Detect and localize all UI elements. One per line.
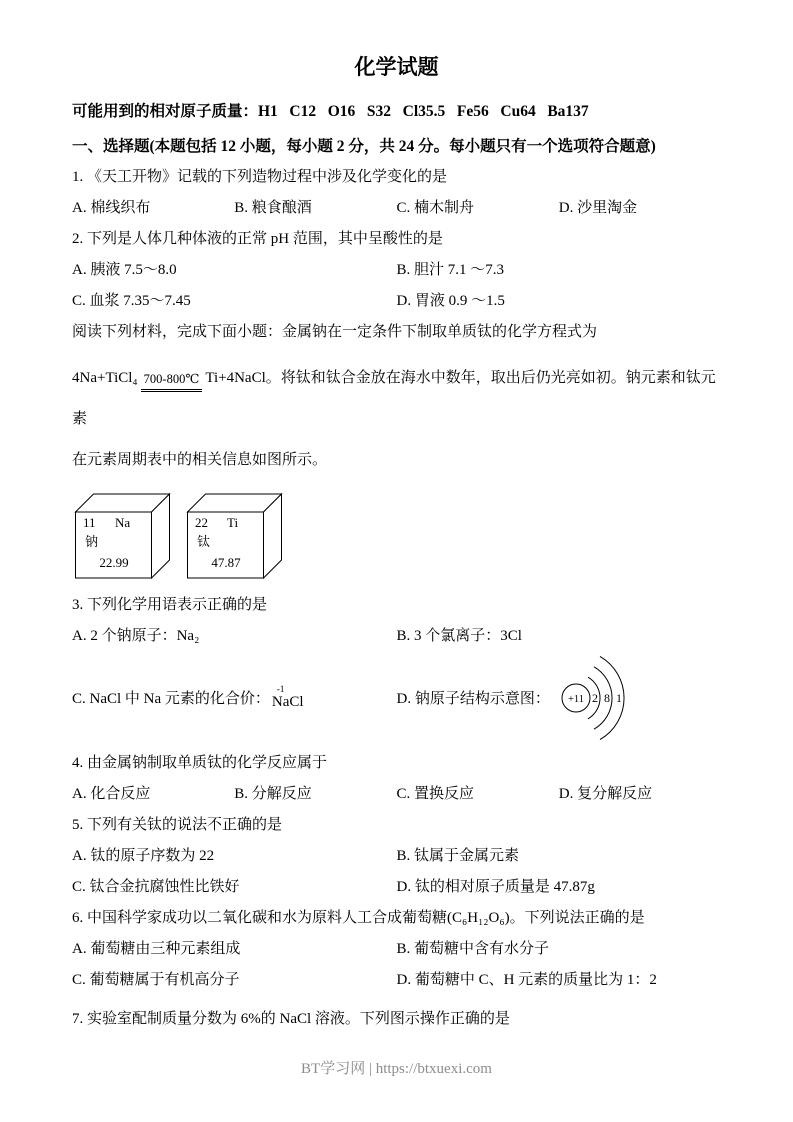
shell-electron-count-1: 2: [591, 690, 598, 705]
option-4c: C. 置换反应: [396, 785, 475, 802]
atom-structure-diagram: [554, 652, 674, 744]
option-1a: A. 棉线织布: [72, 200, 151, 216]
option-5b: B. 钛属于金属元素: [396, 847, 520, 864]
question-3-options-row2: [72, 652, 721, 744]
element-name: 钠: [85, 533, 99, 549]
option-3d-prefix: D. 钠原子结构示意图：: [396, 691, 550, 708]
page-title: 化学试题: [354, 55, 439, 79]
shell-electron-count-2: 8: [603, 690, 610, 705]
valence-element: Na: [271, 693, 290, 710]
question-2-options-row2: [72, 286, 721, 317]
shell-electron-count-3: 1: [615, 690, 622, 705]
option-2a: A. 胰液 7.5～8.0: [72, 262, 177, 278]
question-6-text: 6. 中国科学家成功以二氧化碳和水为原料人工合成葡萄糖(C₆H₁₂O₆)。下列说法正确的是: [72, 909, 645, 926]
reading-text-line2: 在元素周期表中的相关信息如图所示。: [72, 451, 328, 468]
option-6c: C. 葡萄糖属于有机高分子: [72, 971, 240, 988]
option-6d: D. 葡萄糖中 C、H 元素的质量比为 1：2: [396, 971, 657, 988]
question-1-text: 1. 《天工开物》记载的下列造物过程中涉及化学变化的是: [72, 169, 448, 185]
relative-atomic-mass: 22.99: [99, 554, 129, 570]
question-2-text: 2. 下列是人体几种体液的正常 pH 范围，其中呈酸性的是: [72, 231, 443, 247]
equation-after-text: 。将钛和钛合金放在海水中数年，取出后仍光亮如初。钠元素和钛元素: [72, 370, 716, 427]
watermark-footer: BT学习网 | https://btxuexi.com: [301, 1061, 492, 1077]
element-info-figure: [72, 486, 721, 582]
element-box-titanium: [184, 486, 286, 582]
element-symbol: Na: [115, 514, 131, 530]
option-3d: [397, 652, 722, 744]
atomic-number: 22: [195, 514, 208, 530]
reading-intro: 阅读下列材料，完成下面小题：金属钠在一定条件下制取单质钛的化学方程式为: [72, 324, 598, 340]
option-2c: C. 血浆 7.35～7.45: [72, 293, 191, 309]
option-4b: B. 分解反应: [234, 785, 312, 802]
option-4a: A. 化合反应: [72, 785, 151, 802]
question-2-options-row1: [72, 255, 721, 286]
option-3c: [72, 685, 397, 711]
element-symbol: Ti: [227, 514, 239, 530]
nucleus-charge-label: +11: [567, 693, 584, 705]
atomic-number: 11: [83, 514, 96, 530]
question-6-options-row1: [72, 934, 721, 965]
atomic-masses-line: 可能用到的相对原子质量：H1 C12 O16 S32 Cl35.5 Fe56 Cu64 Ba137: [72, 103, 589, 120]
option-5a: A. 钛的原子序数为 22: [72, 847, 215, 864]
option-3a: A. 2 个钠原子：Na₂: [72, 627, 200, 644]
question-6-options-row2: [72, 965, 721, 996]
relative-atomic-mass: 47.87: [211, 554, 241, 570]
option-1d: D. 沙里淘金: [558, 200, 638, 216]
option-1b: B. 粮食酿酒: [234, 200, 312, 216]
question-4-text: 4. 由金属钠制取单质钛的化学反应属于: [72, 754, 328, 771]
section-header: 一、选择题(本题包括 12 小题，每小题 2 分，共 24 分。每小题只有一个选项符合题意): [72, 138, 656, 155]
question-5-options-row2: [72, 872, 721, 903]
option-2b: B. 胆汁 7.1 ～7.3: [396, 262, 505, 278]
option-2d: D. 胃液 0.9 ～1.5: [396, 293, 505, 309]
option-5d: D. 钛的相对原子质量是 47.87g: [396, 878, 595, 895]
question-4-options: [72, 779, 721, 810]
equation-right: Ti+4NaCl: [205, 370, 266, 386]
option-4d: D. 复分解反应: [558, 785, 653, 802]
question-3-text: 3. 下列化学用语表示正确的是: [72, 596, 268, 613]
question-5-text: 5. 下列有关钛的说法不正确的是: [72, 816, 283, 833]
option-1c: C. 楠木制舟: [396, 200, 475, 216]
option-5c: C. 钛合金抗腐蚀性比铁好: [72, 878, 240, 895]
equation-left: 4Na+TiCl₄: [72, 370, 138, 386]
question-7-text: 7. 实验室配制质量分数为 6%的 NaCl 溶液。下列图示操作正确的是: [72, 1010, 510, 1027]
question-1-options: [72, 193, 721, 224]
element-box-sodium: [72, 486, 174, 582]
question-3-options-row1: [72, 621, 721, 652]
valence-formula: [272, 685, 290, 711]
option-3b: B. 3 个氯离子：3Cl: [396, 627, 522, 644]
option-3c-prefix: C. NaCl 中 Na 元素的化合价：: [72, 691, 270, 708]
question-5-options-row1: [72, 841, 721, 872]
valence-rest: Cl: [289, 693, 304, 710]
reaction-condition: [141, 359, 203, 399]
option-6a: A. 葡萄糖由三种元素组成: [72, 940, 241, 957]
reaction-condition-text: 700-800℃: [141, 372, 203, 392]
option-6b: B. 葡萄糖中含有水分子: [396, 940, 550, 957]
element-name: 钛: [197, 533, 211, 549]
valence-number: -1: [276, 683, 285, 694]
chemical-equation-line: [72, 358, 721, 439]
